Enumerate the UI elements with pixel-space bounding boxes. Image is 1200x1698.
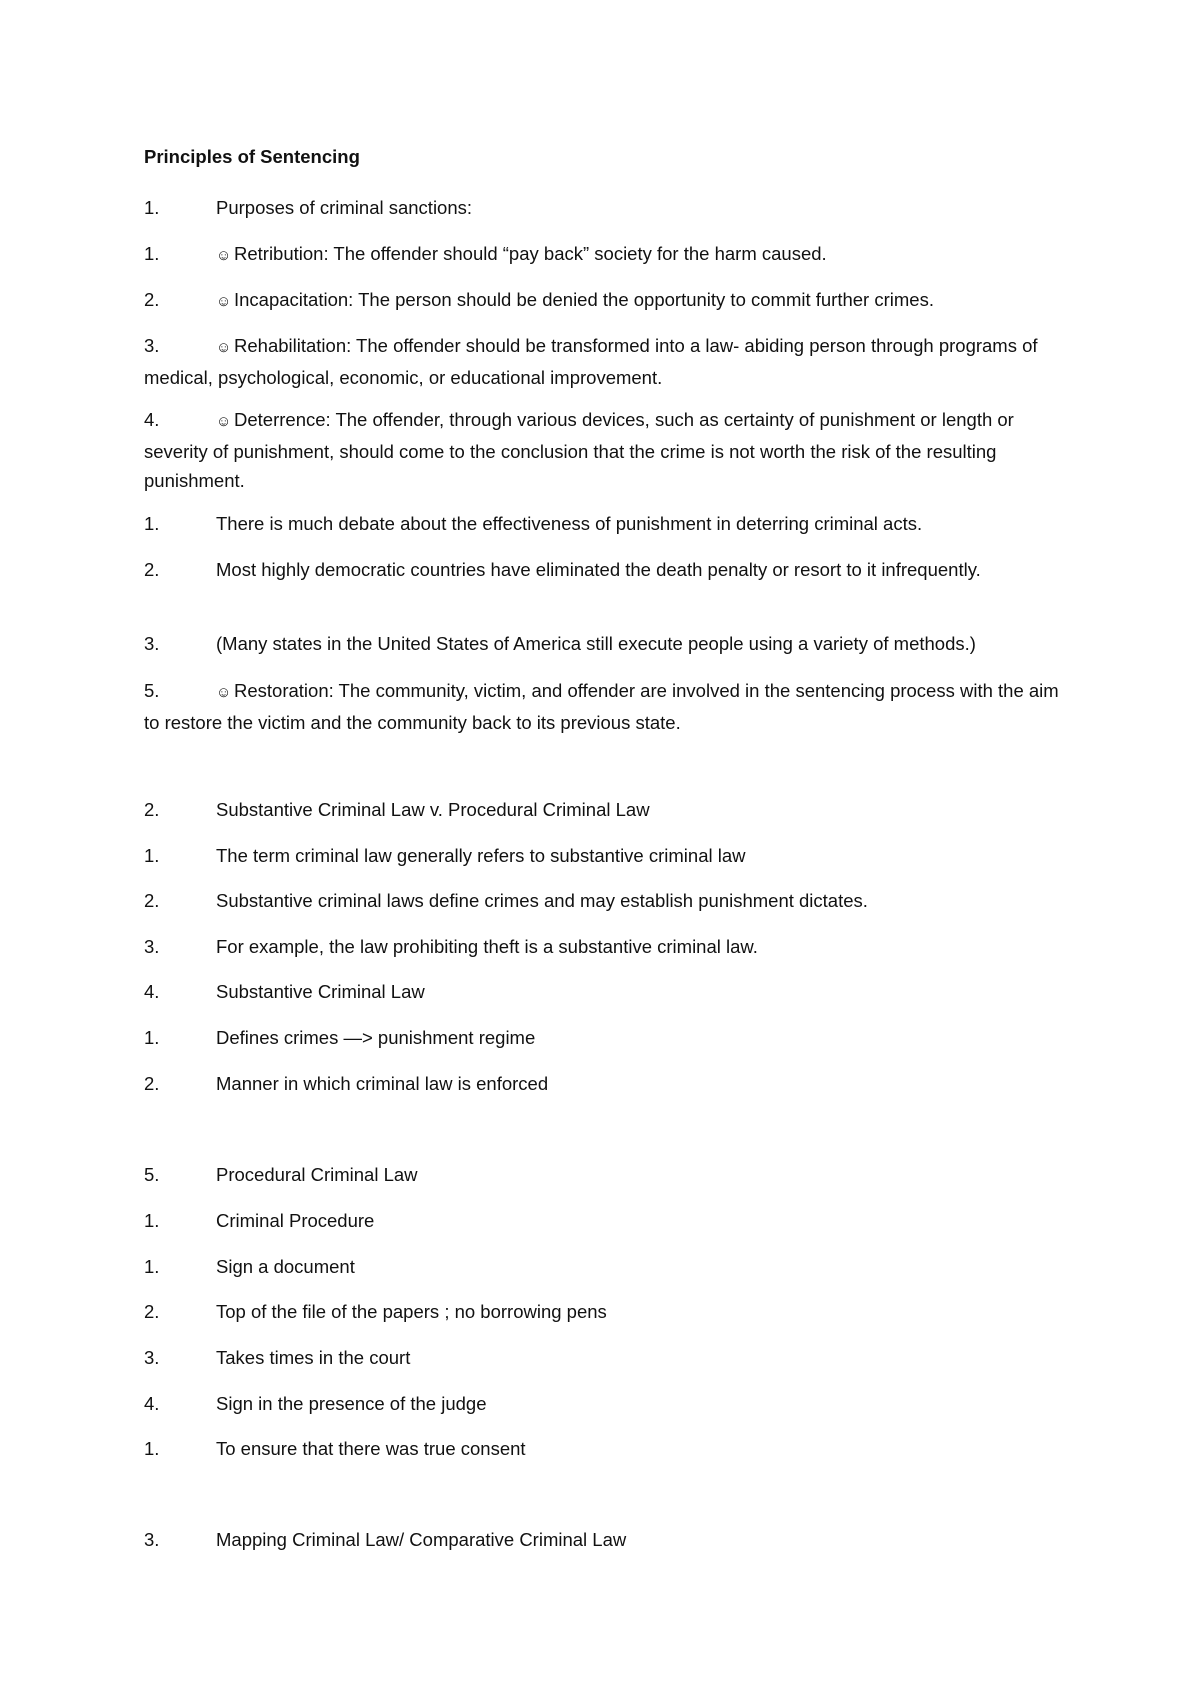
item-number: 3. (144, 633, 160, 654)
item-text: To ensure that there was true consent (216, 1438, 526, 1459)
list-item (144, 1525, 1074, 1555)
list-item (144, 1160, 1074, 1190)
item-number: 2. (144, 890, 160, 911)
item-text: Manner in which criminal law is enforced (216, 1073, 549, 1094)
item-text: Rehabilitation: The offender should be transformed into a law- abiding person through programs of medical, psychological, economic, or educational improvement. (144, 335, 1038, 388)
bullet-glyph-icon: ☺ (216, 339, 232, 356)
list-item (144, 509, 1074, 539)
item-number: 1. (144, 1256, 160, 1277)
item-text: (Many states in the United States of America still execute people using a variety of methods.) (216, 633, 976, 654)
item-text: Procedural Criminal Law (216, 1164, 418, 1185)
item-text: Incapacitation: The person should be denied the opportunity to commit further crimes. (234, 289, 934, 310)
item-number: 1. (144, 1210, 160, 1231)
item-text: Substantive Criminal Law (216, 981, 425, 1002)
item-text: Sign a document (216, 1256, 355, 1277)
item-number: 5. (144, 680, 160, 701)
item-text: Restoration: The community, victim, and offender are involved in the sentencing process with the aim to restore the victim and the community back to its previous state. (144, 680, 1059, 733)
item-text: Deterrence: The offender, through various devices, such as certainty of punishment or length or severity of punishment, should come to the conclusion that the crime is not worth the risk of the resulting punishment. (144, 409, 1014, 491)
item-text: Sign in the presence of the judge (216, 1393, 487, 1414)
list-item (144, 1389, 1074, 1419)
item-number: 5. (144, 1164, 160, 1185)
item-text: Defines crimes —> punishment regime (216, 1027, 536, 1048)
item-number: 4. (144, 981, 160, 1002)
item-number: 2. (144, 559, 160, 580)
item-number: 2. (144, 1073, 160, 1094)
item-number: 2. (144, 799, 160, 820)
document-title: Principles of Sentencing (144, 146, 360, 167)
list-item (144, 977, 1074, 1007)
list-item (144, 1434, 1074, 1464)
item-number: 4. (144, 409, 160, 430)
list-item (144, 1297, 1074, 1327)
bullet-glyph-icon: ☺ (216, 293, 232, 310)
item-text: Top of the file of the papers ; no borrowing pens (216, 1301, 607, 1322)
bullet-glyph-icon: ☺ (216, 247, 232, 264)
list-item (144, 405, 1074, 496)
item-number: 4. (144, 1393, 160, 1414)
bullet-glyph-icon: ☺ (216, 413, 232, 430)
item-text: Retribution: The offender should “pay back” society for the harm caused. (234, 243, 827, 264)
list-item (144, 555, 1074, 585)
item-number: 1. (144, 845, 160, 866)
list-item (144, 1206, 1074, 1236)
list-item (144, 795, 1074, 825)
item-number: 1. (144, 513, 160, 534)
item-text: There is much debate about the effectiveness of punishment in deterring criminal acts. (216, 513, 923, 534)
item-number: 1. (144, 1438, 160, 1459)
item-number: 1. (144, 243, 160, 264)
item-number: 3. (144, 1529, 160, 1550)
list-item (144, 629, 1074, 659)
item-text: Purposes of criminal sanctions: (216, 197, 473, 218)
item-number: 1. (144, 197, 160, 218)
list-item (144, 1069, 1074, 1099)
list-item (144, 239, 1074, 271)
item-text: Takes times in the court (216, 1347, 411, 1368)
list-item (144, 886, 1074, 916)
list-item (144, 193, 1074, 223)
item-text: For example, the law prohibiting theft is a substantive criminal law. (216, 936, 758, 957)
list-item (144, 1343, 1074, 1373)
item-number: 3. (144, 335, 160, 356)
list-item (144, 331, 1074, 392)
item-text: Criminal Procedure (216, 1210, 375, 1231)
list-item (144, 1023, 1074, 1053)
item-number: 3. (144, 936, 160, 957)
item-number: 1. (144, 1027, 160, 1048)
item-text: Substantive criminal laws define crimes and may establish punishment dictates. (216, 890, 868, 911)
item-text: Most highly democratic countries have eliminated the death penalty or resort to it infrequently. (216, 559, 981, 580)
item-text: The term criminal law generally refers to substantive criminal law (216, 845, 746, 866)
list-item (144, 285, 1074, 317)
item-number: 2. (144, 289, 160, 310)
list-item (144, 932, 1074, 962)
list-item (144, 841, 1074, 871)
item-number: 3. (144, 1347, 160, 1368)
bullet-glyph-icon: ☺ (216, 684, 232, 701)
item-text: Mapping Criminal Law/ Comparative Criminal Law (216, 1529, 627, 1550)
item-text: Substantive Criminal Law v. Procedural Criminal Law (216, 799, 650, 820)
list-item (144, 1252, 1074, 1282)
list-item (144, 676, 1074, 737)
item-number: 2. (144, 1301, 160, 1322)
